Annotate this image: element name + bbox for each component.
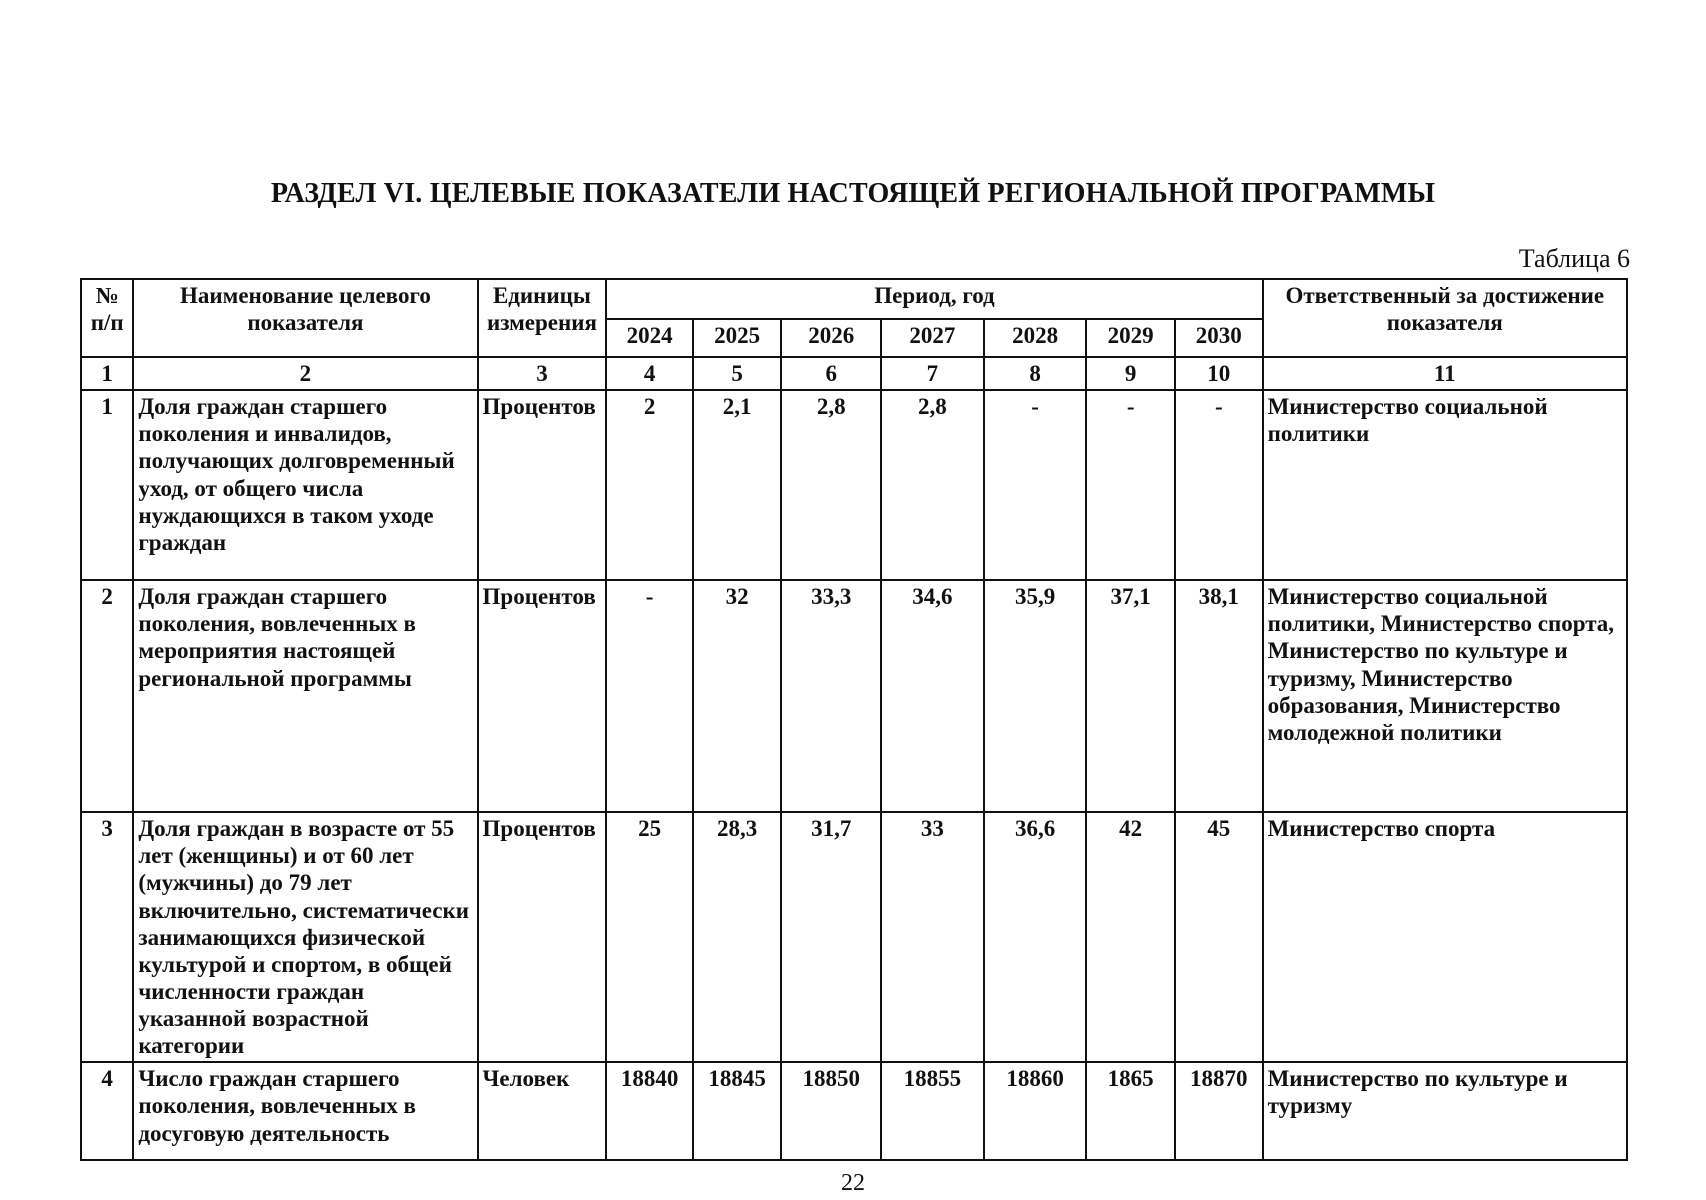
responsible-cell: Министерство социальной политики, Министерство спорта, Министерство по культуре и туризму, Министерство образования, Министерство молодежной политики [1263,580,1627,812]
table-row [81,1062,1627,1160]
value-cell: 2 [606,390,693,580]
row-num: 2 [81,580,133,812]
value-cell: 18845 [693,1062,782,1160]
indicator-name: Доля граждан старшего поколения и инвалидов, получающих долговременный уход, от общего числа нуждающихся в таком уходе граждан [133,390,477,580]
section-title: РАЗДЕЛ VI. ЦЕЛЕВЫЕ ПОКАЗАТЕЛИ НАСТОЯЩЕЙ РЕГИОНАЛЬНОЙ ПРОГРАММЫ [270,178,1436,209]
value-cell: 2,8 [781,390,881,580]
header-year: 2030 [1175,319,1263,357]
value-cell: 18860 [984,1062,1087,1160]
value-cell: 42 [1086,812,1175,1062]
table-row [81,390,1627,580]
column-number: 5 [693,357,782,390]
column-number: 2 [133,357,477,390]
column-number: 11 [1263,357,1627,390]
column-numbers-row [81,357,1627,390]
row-num: 4 [81,1062,133,1160]
value-cell: 37,1 [1086,580,1175,812]
column-number: 8 [984,357,1087,390]
header-num: № п/п [81,279,133,357]
column-number: 10 [1175,357,1263,390]
value-cell: 38,1 [1175,580,1263,812]
indicator-unit: Процентов [478,812,607,1062]
responsible-cell: Министерство социальной политики [1263,390,1627,580]
header-year: 2025 [693,319,782,357]
page-number: 22 [841,1170,865,1196]
value-cell: 25 [606,812,693,1062]
value-cell: - [1175,390,1263,580]
indicator-name: Число граждан старшего поколения, вовлеченных в досуговую деятельность [133,1062,477,1160]
value-cell: 32 [693,580,782,812]
column-number: 6 [781,357,881,390]
header-period: Период, год [606,279,1262,319]
value-cell: 18870 [1175,1062,1263,1160]
value-cell: 2,1 [693,390,782,580]
indicator-name: Доля граждан в возрасте от 55 лет (женщины) и от 60 лет (мужчины) до 79 лет включительно, систематически занимающихся физической культурой и спортом, в общей численности граждан указанной возрастной категории [133,812,477,1062]
header-name: Наименование целевого показателя [133,279,477,357]
column-number: 1 [81,357,133,390]
value-cell: 35,9 [984,580,1087,812]
header-year: 2026 [781,319,881,357]
indicator-name: Доля граждан старшего поколения, вовлеченных в мероприятия настоящей региональной программы [133,580,477,812]
value-cell: 18855 [881,1062,984,1160]
column-number: 7 [881,357,984,390]
table-row [81,580,1627,812]
value-cell: 2,8 [881,390,984,580]
value-cell: 36,6 [984,812,1087,1062]
row-num: 3 [81,812,133,1062]
indicator-unit: Человек [478,1062,607,1160]
target-indicators-table [80,278,1628,1161]
value-cell: 33 [881,812,984,1062]
value-cell: 18840 [606,1062,693,1160]
header-year: 2027 [881,319,984,357]
column-number: 4 [606,357,693,390]
responsible-cell: Министерство по культуре и туризму [1263,1062,1627,1160]
indicator-unit: Процентов [478,390,607,580]
value-cell: 33,3 [781,580,881,812]
indicator-unit: Процентов [478,580,607,812]
value-cell: 34,6 [881,580,984,812]
column-number: 3 [478,357,607,390]
value-cell: - [1086,390,1175,580]
table-caption: Таблица 6 [1518,244,1630,273]
header-year: 2024 [606,319,693,357]
row-num: 1 [81,390,133,580]
header-year: 2029 [1086,319,1175,357]
header-unit: Единицы измерения [478,279,607,357]
value-cell: - [606,580,693,812]
value-cell: - [984,390,1087,580]
table-row [81,812,1627,1062]
column-number: 9 [1086,357,1175,390]
value-cell: 1865 [1086,1062,1175,1160]
value-cell: 28,3 [693,812,782,1062]
value-cell: 31,7 [781,812,881,1062]
value-cell: 18850 [781,1062,881,1160]
header-responsible: Ответственный за достижение показателя [1263,279,1627,357]
value-cell: 45 [1175,812,1263,1062]
responsible-cell: Министерство спорта [1263,812,1627,1062]
header-year: 2028 [984,319,1087,357]
